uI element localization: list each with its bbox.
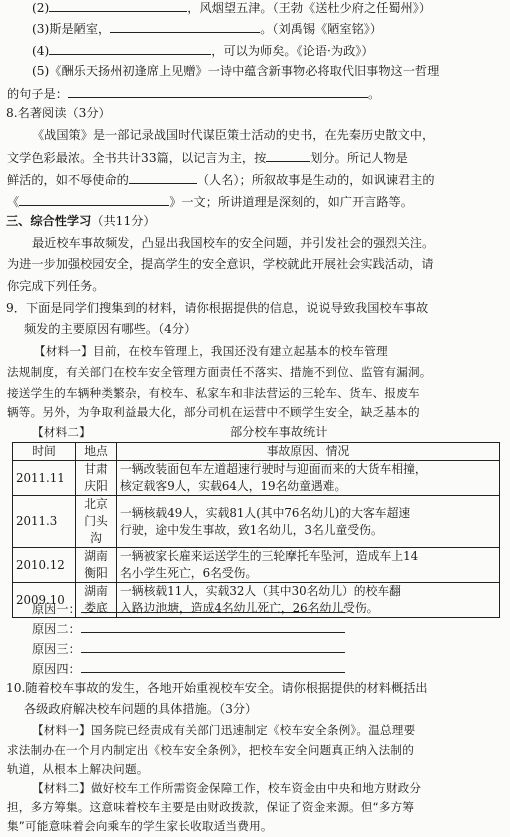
answer-blank[interactable] <box>110 18 260 33</box>
cell-description <box>117 548 500 583</box>
place-province: 湖南 <box>84 549 108 563</box>
poem-4-number: (4) <box>32 44 50 58</box>
q10-material-1-line-3: 轨道，从根本上解决问题。 <box>7 762 149 776</box>
answer-blank[interactable] <box>81 638 345 653</box>
q8-line-2 <box>7 147 408 169</box>
q10-material-2-line-1: 【材料二】做好校车工作所需资金保障工作，校车资金由中央和地方财政分 <box>32 781 422 795</box>
q10-material-2-line-2: 担，多方筹集。这意味着校车主要是由财政拨款，保证了资金来源。但“多方筹 <box>7 800 415 814</box>
cell-place <box>76 496 117 548</box>
answer-blank[interactable] <box>68 83 368 98</box>
description-line-1: 一辆核载49人，实载81人(其中76名幼儿)的大客车超速 <box>120 505 411 520</box>
cell-time: 2009.10 <box>13 583 76 618</box>
answer-blank[interactable] <box>19 191 169 206</box>
cell-place <box>76 461 117 496</box>
q8-line-3-text-a: 鲜活的，如不辱使命的 <box>7 173 129 187</box>
reason-3-label: 原因三： <box>32 642 81 656</box>
section-3-line-3: 你完成下列任务。 <box>7 279 105 293</box>
answer-blank[interactable] <box>81 598 345 613</box>
q9-material-1-line-4: 辆等。另外，为争取利益最大化，部分司机在运营中不顾学生安全，缺乏基本的 <box>7 405 420 419</box>
accident-table <box>12 442 500 618</box>
description-line-1: 一辆改装面包车左道超速行驶时与迎面而来的大货车相撞， <box>120 462 427 476</box>
reason-1-line <box>32 598 345 620</box>
section-3-line-1: 最近校车事故频发，凸显出我国校车的安全问题，并引发社会的强烈关注。 <box>32 236 435 250</box>
section-3-score: （共11分） <box>91 214 156 228</box>
q8-line-4-open-bracket: 《 <box>7 195 20 209</box>
poem-5-prompt: 的句子是： <box>7 87 68 101</box>
q8-line-3 <box>7 169 435 191</box>
cell-time: 2011.11 <box>13 461 76 496</box>
q8-line-4 <box>7 191 413 213</box>
answer-blank[interactable] <box>129 169 197 184</box>
q9-line-2: 频发的主要原因有哪些。（4分） <box>24 322 197 336</box>
cell-description <box>117 496 500 548</box>
material-2-label: 【材料二】 <box>32 425 91 439</box>
poem-2-text: ，风烟望五津。（王勃《送杜少府之任蜀州》） <box>187 1 432 15</box>
q8-line-2-text-a: 文学色彩最浓。全书共计33篇，以记言为主，按 <box>7 151 267 165</box>
q8-line-2-text-b: 划分。所记人物是 <box>310 151 408 165</box>
description-line-1: 一辆被家长雇来运送学生的三轮摩托车坠河，造成车上14 <box>120 549 419 563</box>
cell-time: 2010.12 <box>13 548 76 583</box>
q10-material-1-line-2: 求法制办在一个月内制定出《校车安全条例》，把校车安全问题真正纳入法制的 <box>7 743 414 757</box>
answer-blank[interactable] <box>49 0 187 12</box>
place-province: 湖南 <box>84 584 108 598</box>
table-row <box>13 496 500 548</box>
poem-5-line-1: (5)《酬乐天扬州初逢席上见赠》一诗中蕴含新事物必将取代旧事物这一哲理 <box>32 64 440 78</box>
answer-blank[interactable] <box>81 618 345 633</box>
place-province: 北京 <box>84 497 108 511</box>
poem-3-line <box>32 18 382 40</box>
cell-place <box>76 548 117 583</box>
poem-2-line <box>32 0 431 19</box>
description-line-2: 名小学生死亡，6名受伤。 <box>120 566 258 580</box>
q8-line-3-text-b: （人名）；所叙故事是生动的，如讽谏君主的 <box>196 173 435 187</box>
reason-4-line <box>32 658 345 680</box>
section-3-heading <box>6 212 156 232</box>
poem-5-line-2 <box>7 83 380 105</box>
description-line-2: 核定载客9人，实载64人，19名幼童遇难。 <box>120 479 347 493</box>
place-province: 甘肃 <box>84 462 108 476</box>
q8-line-1: 《战国策》是一部记录战国时代谋臣策士活动的史书，在先秦历史散文中， <box>32 128 435 142</box>
q10-line-2: 各级政府解决校车问题的具体措施。（3分） <box>24 702 258 716</box>
q9-material-1-line-3: 接送学生的车辆种类繁杂，有校车、私家车和非法营运的三轮车、货车、报废车 <box>7 386 420 400</box>
q10-line-1: 10.随着校车事故的发生，各地开始重视校车安全。请你根据提供的材料概括出 <box>6 681 428 695</box>
column-header-place: 地点 <box>76 443 117 461</box>
material-2-row <box>32 423 91 443</box>
poem-5-period: 。 <box>367 87 381 101</box>
q10-material-1-line-1: 【材料一】国务院已经责成有关部门迅速制定《校车安全条例》。温总理要 <box>32 723 416 737</box>
poem-3-text-b: 。（刘禹锡《陋室铭》） <box>260 22 383 36</box>
reason-2-line <box>32 618 345 640</box>
poem-2-number: (2) <box>32 1 50 15</box>
place-city: 衡阳 <box>84 566 108 580</box>
reason-1-label: 原因一： <box>32 602 81 616</box>
q8-line-4-text: 》一文；所讲道理是深刻的，如广开言路等。 <box>169 195 413 209</box>
place-city: 门头沟 <box>84 514 108 545</box>
reason-2-label: 原因二： <box>32 622 81 636</box>
q9-material-1-line-2: 法规制度，有关部门在校车安全管理方面责任不落实、措施不到位、监管有漏洞。 <box>7 365 432 379</box>
poem-4-line <box>32 40 374 62</box>
table-row <box>13 548 500 583</box>
table-header-row <box>13 443 500 461</box>
place-city: 庆阳 <box>84 479 108 493</box>
answer-blank[interactable] <box>266 147 310 162</box>
q10-material-2-line-3: 集”可能意味着会向乘车的学生家长收取适当费用。 <box>7 819 273 833</box>
reason-4-label: 原因四： <box>32 662 81 676</box>
answer-blank[interactable] <box>81 658 345 673</box>
section-3-line-2: 为进一步加强校园安全，提高学生的安全意识，学校就此开展社会实践活动，请 <box>7 257 434 271</box>
q9-material-1-line-1: 【材料一】目前，在校车管理上，我国还没有建立起基本的校车管理 <box>34 344 388 358</box>
cell-description <box>117 461 500 496</box>
place-city: 娄底 <box>84 601 108 615</box>
description-line-2: 行驶，途中发生事故，致1名幼儿，3名儿童受伤。 <box>120 522 383 537</box>
table-title: 部分校车事故统计 <box>230 425 328 439</box>
reason-3-line <box>32 638 345 660</box>
q9-line-1: 9．下面是同学们搜集到的材料，请你根据提供的信息，说说导致我国校车事故 <box>6 301 429 315</box>
poem-3-text-a: (3)斯是陋室， <box>32 22 111 36</box>
poem-4-text: ，可以为师矣。《论语·为政》） <box>211 44 374 58</box>
answer-blank[interactable] <box>49 40 211 55</box>
section-3-title: 三、综合性学习 <box>6 214 92 228</box>
table-row <box>13 461 500 496</box>
q8-heading: 8.名著阅读（3分） <box>6 106 111 120</box>
description-line-2: 入路边池塘，造成4名幼儿死亡，26名幼儿受伤。 <box>120 601 379 615</box>
description-line-1: 一辆核载11人，实载32人（其中30名幼儿）的校车翻 <box>120 584 401 598</box>
cell-time: 2011.3 <box>13 496 76 548</box>
column-header-time: 时间 <box>13 443 76 461</box>
column-header-description: 事故原因、情况 <box>117 443 500 461</box>
